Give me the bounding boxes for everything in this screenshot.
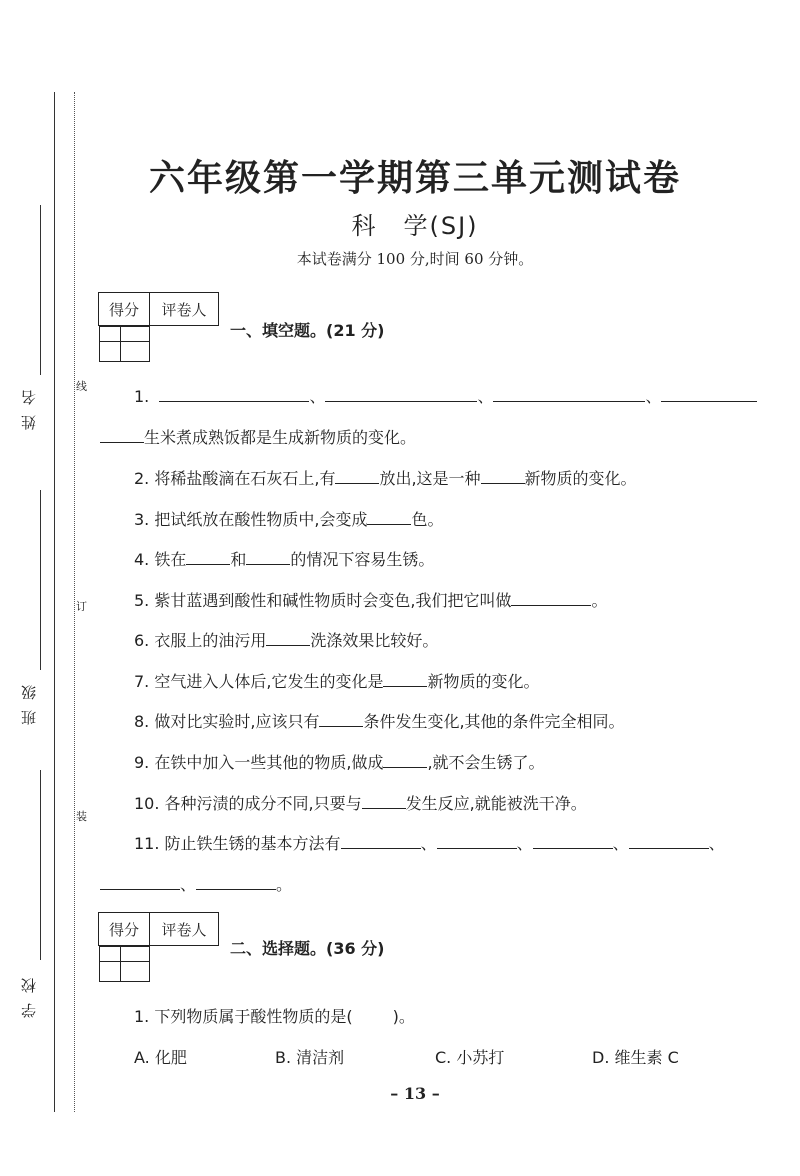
binding-border-line xyxy=(54,92,55,1112)
answer-blank[interactable] xyxy=(383,752,427,768)
school-label: 学校 xyxy=(20,968,38,1018)
class-label: 班级 xyxy=(20,675,38,725)
grader-header: 评卷人 xyxy=(150,913,219,946)
section-heading-multiple-choice: 二、选择题。(36 分) xyxy=(230,939,385,958)
cut-mark-ding: 订 xyxy=(76,600,87,613)
answer-blank[interactable] xyxy=(437,833,517,849)
answer-blank[interactable] xyxy=(481,468,525,484)
grader-header: 评卷人 xyxy=(150,293,219,326)
answer-blank[interactable] xyxy=(100,874,180,890)
exam-subject: 科 学(SJ) xyxy=(351,212,479,240)
answer-blank[interactable] xyxy=(341,833,421,849)
option-b[interactable]: B. 清洁剂 xyxy=(275,1048,345,1067)
exam-note: 本试卷满分 100 分,时间 60 分钟。 xyxy=(296,250,534,268)
question-1-1-continued: 生米煮成熟饭都是生成新物质的变化。 xyxy=(100,425,416,448)
answer-blank[interactable] xyxy=(362,793,406,809)
answer-blank[interactable] xyxy=(383,671,427,687)
answer-blank[interactable] xyxy=(196,874,276,890)
question-1-8: 8. 做对比实验时,应该只有 条件发生变化,其他的条件完全相同。 xyxy=(134,712,625,731)
score-header: 得分 xyxy=(99,293,150,326)
section-heading-fill-in: 一、填空题。(21 分) xyxy=(230,321,385,340)
answer-blank[interactable] xyxy=(319,711,363,727)
answer-blank[interactable] xyxy=(335,468,379,484)
cut-mark-xian: 线 xyxy=(76,380,87,393)
question-1-7: 7. 空气进入人体后,它发生的变化是 新物质的变化。 xyxy=(134,672,540,691)
school-field[interactable] xyxy=(18,968,68,1028)
option-c[interactable]: C. 小苏打 xyxy=(435,1048,505,1067)
answer-blank[interactable] xyxy=(159,386,309,402)
name-field[interactable] xyxy=(18,380,68,440)
option-d[interactable]: D. 维生素 C xyxy=(592,1048,679,1067)
school-write-line[interactable] xyxy=(40,770,41,960)
grader-cell[interactable] xyxy=(120,947,149,982)
question-1-1: 1. 、 、 、 xyxy=(134,384,757,407)
question-1-3: 3. 把试纸放在酸性物质中,会变成 色。 xyxy=(134,510,444,529)
answer-blank[interactable] xyxy=(100,427,144,443)
answer-blank[interactable] xyxy=(325,386,477,402)
answer-blank[interactable] xyxy=(629,833,709,849)
answer-blank[interactable] xyxy=(661,386,757,402)
answer-blank[interactable] xyxy=(186,549,230,565)
answer-blank[interactable] xyxy=(493,386,645,402)
answer-blank[interactable] xyxy=(511,590,591,606)
score-table-section-1 xyxy=(98,292,219,346)
name-write-line[interactable] xyxy=(40,205,41,375)
question-1-4: 4. 铁在 和 的情况下容易生锈。 xyxy=(134,550,435,569)
option-a[interactable]: A. 化肥 xyxy=(134,1048,187,1067)
question-1-5: 5. 紫甘蓝遇到酸性和碱性物质时会变色,我们把它叫做 。 xyxy=(134,591,608,610)
question-1-11: 11. 防止铁生锈的基本方法有 、 、 、 、 xyxy=(134,834,725,853)
exam-title: 六年级第一学期第三单元测试卷 xyxy=(148,158,681,199)
cut-dotted-line xyxy=(74,92,75,1112)
name-label: 姓名 xyxy=(20,380,38,430)
score-cell[interactable] xyxy=(99,327,120,362)
score-header: 得分 xyxy=(99,913,150,946)
cut-mark-zhuang: 装 xyxy=(76,810,87,823)
question-1-10: 10. 各种污渍的成分不同,只要与 发生反应,就能被洗干净。 xyxy=(134,794,587,813)
question-1-11-continued: 、 。 xyxy=(100,872,292,895)
score-table-section-2 xyxy=(98,912,219,966)
page-number: – 13 – xyxy=(390,1084,440,1103)
class-write-line[interactable] xyxy=(40,490,41,670)
score-cell[interactable] xyxy=(99,947,120,982)
question-1-6: 6. 衣服上的油污用 洗涤效果比较好。 xyxy=(134,631,439,650)
class-field[interactable] xyxy=(18,675,68,735)
answer-blank[interactable] xyxy=(246,549,290,565)
answer-blank[interactable] xyxy=(533,833,613,849)
answer-blank[interactable] xyxy=(367,509,411,525)
grader-cell[interactable] xyxy=(120,327,149,362)
question-1-2: 2. 将稀盐酸滴在石灰石上,有 放出,这是一种 新物质的变化。 xyxy=(134,469,637,488)
answer-blank[interactable] xyxy=(266,630,310,646)
question-2-1: 1. 下列物质属于酸性物质的是( )。 xyxy=(134,1007,415,1026)
question-1-9: 9. 在铁中加入一些其他的物质,做成 ,就不会生锈了。 xyxy=(134,753,545,772)
